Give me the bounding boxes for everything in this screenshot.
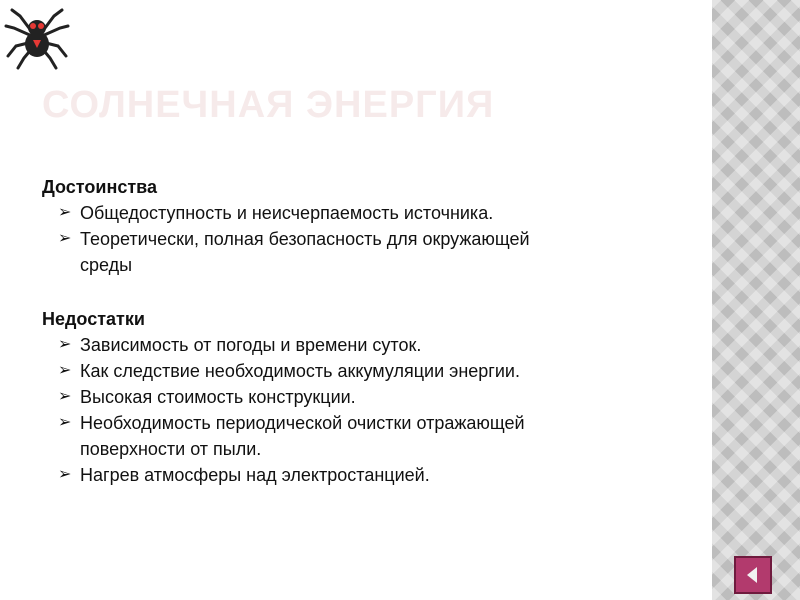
list-item xyxy=(42,462,652,488)
arrow-bullet-icon: ➢ xyxy=(58,388,72,405)
list-item xyxy=(42,410,652,462)
bullet-list xyxy=(42,332,652,488)
section-heading: Достоинства xyxy=(42,177,157,197)
list-item-text: Теоретически, полная безопасность для окружающей xyxy=(80,229,530,249)
list-item-text: Зависимость от погоды и времени суток. xyxy=(80,335,422,355)
arrow-bullet-icon: ➢ xyxy=(58,414,72,431)
list-item-text: Общедоступность и неисчерпаемость источника. xyxy=(80,203,494,223)
list-item xyxy=(42,332,652,358)
list-item xyxy=(42,384,652,410)
arrow-bullet-icon: ➢ xyxy=(58,362,72,379)
arrow-bullet-icon: ➢ xyxy=(58,466,72,483)
bullet-list xyxy=(42,200,652,278)
section-heading: Недостатки xyxy=(42,309,145,329)
list-item xyxy=(42,226,652,278)
arrow-bullet-icon: ➢ xyxy=(58,204,72,221)
list-item-text: Высокая стоимость конструкции. xyxy=(80,387,356,407)
list-item-text: поверхности от пыли. xyxy=(80,439,262,459)
list-item-text: Нагрев атмосферы над электростанцией. xyxy=(80,465,430,485)
arrow-bullet-icon: ➢ xyxy=(58,336,72,353)
list-item-text: Как следствие необходимость аккумуляции энергии. xyxy=(80,361,520,381)
slide-title: СОЛНЕЧНАЯ ЭНЕРГИЯ xyxy=(42,84,495,126)
slide-content xyxy=(42,174,652,488)
list-item-text: Необходимость периодической очистки отражающей xyxy=(80,413,525,433)
list-item xyxy=(42,358,652,384)
list-item-text: среды xyxy=(80,255,133,275)
back-button[interactable] xyxy=(734,556,772,594)
decorative-side-strip xyxy=(712,0,800,600)
back-arrow-icon xyxy=(741,563,765,587)
list-item xyxy=(42,200,652,226)
spider-icon xyxy=(2,2,72,72)
arrow-bullet-icon: ➢ xyxy=(58,230,72,247)
